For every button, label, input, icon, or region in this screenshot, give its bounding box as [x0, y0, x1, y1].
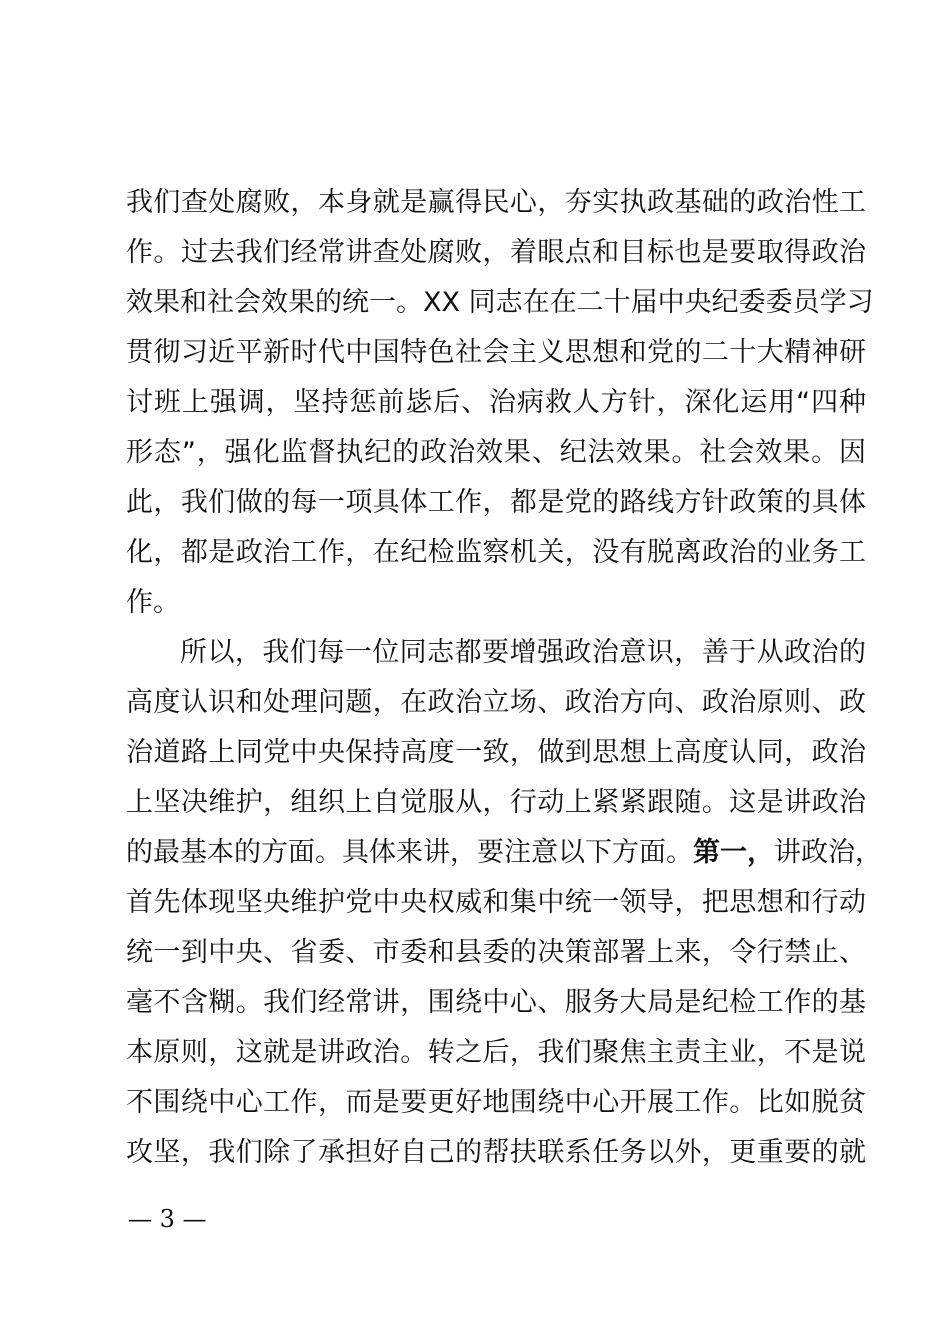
text-line: 我们查处腐败，本身就是赢得民心，夯实执政基础的政治性工	[126, 187, 866, 218]
page-number: — 3 —	[128, 1205, 207, 1233]
text-segment: 讲政治，	[774, 837, 882, 868]
text-line: 不围绕中心工作，而是要更好地围绕中心开展工作。比如脱贫	[126, 1087, 866, 1118]
text-line: 本原则，这就是讲政治。转之后，我们聚焦主责主业，不是说	[126, 1037, 866, 1068]
text-line-with-emphasis	[126, 828, 882, 878]
text-line: 讨班上强调，坚持惩前毖后、治病救人方针，深化运用“四种	[126, 387, 866, 418]
text-line: 效果和社会效果的统一。XX 同志在在二十届中央纪委委员学习	[126, 287, 874, 318]
text-line: 上坚决维护，组织上自觉服从，行动上紧紧跟随。这是讲政治	[126, 787, 866, 818]
text-line: 化，都是政治工作，在纪检监察机关，没有脱离政治的业务工	[126, 537, 866, 568]
emphasis-first: 第一，	[693, 837, 774, 868]
paragraph-first-line: 所以，我们每一位同志都要增强政治意识，善于从政治的	[180, 637, 866, 668]
text-line: 高度认识和处理问题，在政治立场、政治方向、政治原则、政	[126, 687, 866, 718]
text-line: 治道路上同党中央保持高度一致，做到思想上高度认同，政治	[126, 737, 866, 768]
text-line: 形态”，强化监督执纪的政治效果、纪法效果。社会效果。因	[126, 437, 866, 468]
text-line: 攻坚，我们除了承担好自己的帮扶联系任务以外，更重要的就	[126, 1137, 866, 1168]
text-line: 贯彻习近平新时代中国特色社会主义思想和党的二十大精神研	[126, 337, 866, 368]
text-line: 作。过去我们经常讲查处腐败，着眼点和目标也是要取得政治	[126, 237, 866, 268]
text-line: 统一到中央、省委、市委和县委的决策部署上来，令行禁止、	[126, 937, 866, 968]
text-line: 作。	[126, 587, 180, 618]
text-segment: 的最基本的方面。具体来讲，要注意以下方面。	[126, 837, 693, 868]
text-line: 首先体现坚央维护党中央权威和集中统一领导，把思想和行动	[126, 887, 866, 918]
body-text	[126, 178, 882, 1178]
text-line: 此，我们做的每一项具体工作，都是党的路线方针政策的具体	[126, 487, 866, 518]
text-line: 毫不含糊。我们经常讲，围绕中心、服务大局是纪检工作的基	[126, 987, 866, 1018]
